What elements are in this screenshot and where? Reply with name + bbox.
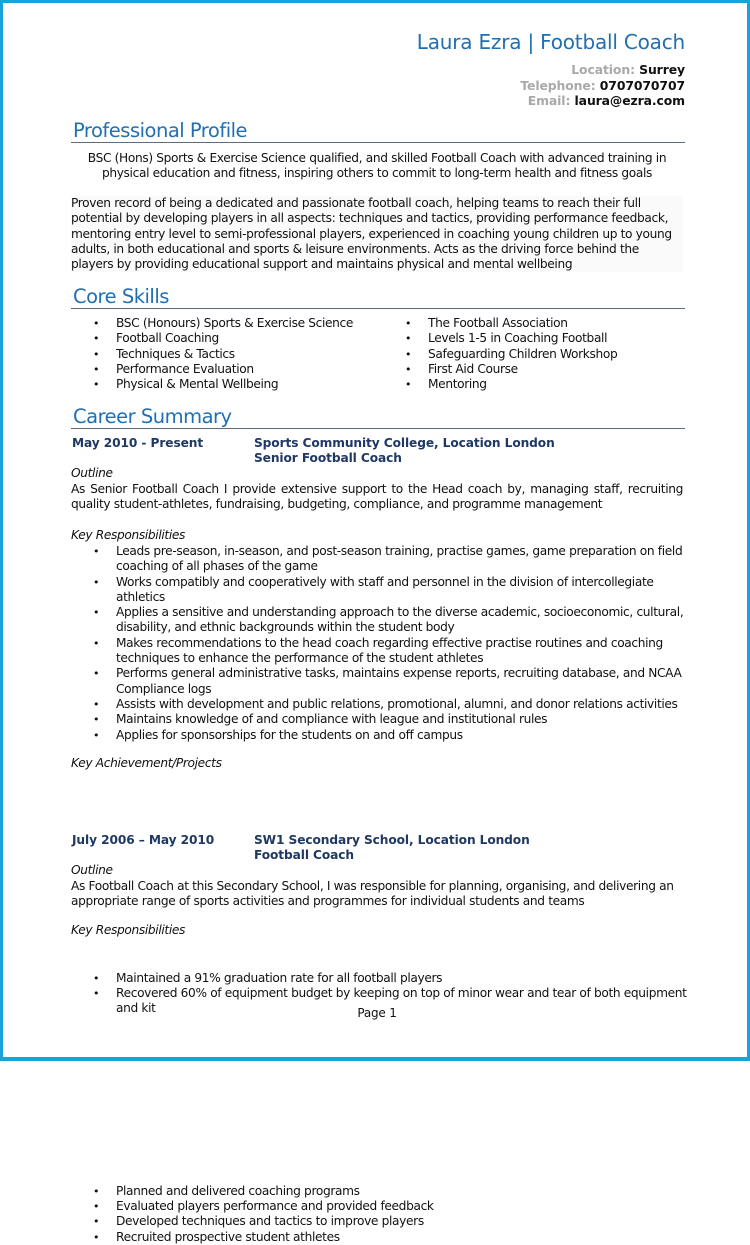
bullet-icon: • [93, 667, 100, 681]
contact-telephone [417, 78, 685, 94]
responsibility-text: Planned and delivered coaching programs [116, 1183, 360, 1198]
responsibility-item [93, 544, 698, 575]
bullet-icon: • [93, 1200, 100, 1214]
section-title-core-skills: Core Skills [71, 285, 685, 309]
job-heading [71, 436, 683, 466]
skill-item [405, 362, 617, 377]
bullet-icon: • [93, 713, 100, 727]
skill-item [93, 316, 353, 331]
responsibilities-label: Key Responsibilities [71, 528, 186, 542]
job-outline: As Football Coach at this Secondary School, I was responsible for planning, organising, and delivering an appropriate range of sports activities and programmes for individual students and teams [71, 879, 674, 909]
bullet-icon: • [93, 362, 100, 376]
bullet-icon: • [93, 1230, 100, 1244]
skill-label: Safeguarding Children Workshop [428, 346, 618, 361]
job-employer: Sports Community College, Location London [254, 436, 555, 450]
skill-item [93, 377, 353, 392]
responsibility-text: Recruited prospective student athletes [116, 1229, 340, 1244]
contact-location [417, 62, 685, 78]
achievement-item [93, 970, 698, 986]
skill-item [93, 331, 353, 346]
profile-paragraph-2: Proven record of being a dedicated and passionate football coach, helping teams to reach their full potential by developing players in all aspects: techniques and tactics, providing performance feedback, mentoring entry level to semi-professional players, experienced in coaching young children up to young adults, in both educational and sports & leisure environments. Acts as the driving force behind the players by providing educational support and maintains physical and mental wellbeing [71, 196, 683, 272]
responsibility-text: Assists with development and public relations, promotional, alumni, and donor relations activities [116, 696, 678, 711]
responsibility-text: Leads pre-season, in-season, and post-season training, practise games, game preparation on field coaching of all phases of the game [116, 544, 683, 574]
job-outline: As Senior Football Coach I provide extensive support to the Head coach by, managing staff, recruiting quality student-athletes, fundraising, budgeting, compliance, and programme management [71, 482, 683, 512]
job-dates: July 2006 – May 2010 [72, 833, 215, 847]
bullet-icon: • [405, 362, 412, 376]
responsibilities-list [93, 544, 698, 743]
achievements-label: Key Achievement/Projects [71, 756, 222, 770]
responsibility-item [93, 1214, 698, 1229]
responsibility-item [93, 696, 698, 712]
responsibility-text: Maintains knowledge of and compliance with league and institutional rules [116, 712, 548, 727]
skill-label: Physical & Mental Wellbeing [116, 377, 279, 392]
job-role: Senior Football Coach [254, 451, 402, 465]
achievement-text: Maintained a 91% graduation rate for all football players [116, 970, 443, 985]
skill-label: Techniques & Tactics [116, 346, 235, 361]
achievement-text: Recovered 60% of equipment budget by keeping on top of minor wear and tear of both equipment and kit [116, 986, 687, 1016]
section-title-career-summary: Career Summary [71, 405, 685, 429]
responsibility-text: Works compatibly and cooperatively with staff and personnel in the division of intercollegiate athletics [116, 574, 654, 604]
bullet-icon: • [93, 317, 100, 330]
section-title-profile: Professional Profile [71, 119, 685, 143]
bullet-icon: • [93, 332, 100, 346]
outline-label: Outline [71, 863, 113, 877]
resume-header [417, 30, 685, 109]
job-role: Football Coach [254, 848, 354, 862]
bullet-icon: • [405, 347, 412, 361]
responsibility-item [93, 1183, 698, 1199]
core-skills-right-column [405, 316, 617, 392]
responsibilities-list [93, 1184, 698, 1245]
bullet-icon: • [93, 606, 100, 620]
bullet-icon: • [93, 636, 100, 650]
skill-label: Football Coaching [116, 331, 219, 346]
skill-label: BSC (Honours) Sports & Exercise Science [116, 316, 354, 330]
skill-item [405, 331, 617, 346]
responsibility-item [93, 1199, 698, 1214]
page-number: Page 1 [357, 1006, 397, 1020]
bullet-icon: • [93, 987, 100, 1001]
outline-label: Outline [71, 466, 113, 480]
responsibility-item [93, 712, 698, 727]
bullet-icon: • [405, 332, 412, 346]
responsibility-text: Applies a sensitive and understanding approach to the diverse academic, socioeconomic, cultural, disability, and ethnic backgrounds within the student body [116, 605, 684, 635]
job-employer: SW1 Secondary School, Location London [254, 833, 530, 847]
skill-label: Performance Evaluation [116, 361, 254, 376]
bullet-icon: • [93, 575, 100, 589]
bullet-icon: • [405, 378, 412, 392]
responsibility-item [93, 635, 698, 667]
skill-label: First Aid Course [428, 361, 518, 376]
responsibilities-label: Key Responsibilities [71, 923, 186, 937]
responsibility-item [93, 605, 698, 636]
responsibility-item [93, 1229, 698, 1245]
responsibility-item [93, 574, 698, 606]
name-title: Laura Ezra | Football Coach [416, 30, 685, 54]
telephone-label: Telephone: [520, 77, 600, 93]
skill-item [405, 347, 617, 362]
skill-item [405, 316, 617, 331]
responsibility-text: Evaluated players performance and provided feedback [116, 1199, 434, 1214]
bullet-icon: • [93, 545, 100, 558]
contact-email [417, 93, 685, 109]
location-label: Location: [571, 62, 640, 77]
resume-content [71, 3, 687, 1244]
responsibility-text: Applies for sponsorships for the students on and off campus [116, 727, 463, 742]
skill-label: The Football Association [428, 316, 568, 330]
bullet-icon: • [93, 347, 100, 361]
email-label: Email: [527, 93, 575, 108]
skill-item [93, 347, 353, 362]
bullet-icon: • [405, 317, 412, 330]
responsibility-item [93, 727, 698, 743]
skill-label: Levels 1-5 in Coaching Football [428, 331, 608, 346]
bullet-icon: • [93, 1184, 100, 1198]
bullet-icon: • [93, 378, 100, 392]
email-value[interactable]: laura@ezra.com [574, 93, 685, 108]
telephone-value: 0707070707 [599, 77, 685, 93]
bullet-icon: • [93, 1215, 100, 1229]
bullet-icon: • [93, 728, 100, 742]
core-skills-left-column [93, 316, 353, 392]
profile-paragraph-1: BSC (Hons) Sports & Exercise Science qualified, and skilled Football Coach with advanced training in physical education and fitness, inspiring others to commit to long-term health and fitness goals [87, 151, 667, 181]
location-value: Surrey [639, 62, 685, 77]
responsibility-text: Developed techniques and tactics to improve players [116, 1214, 424, 1229]
job-heading [71, 833, 683, 863]
skill-item [93, 362, 353, 377]
skill-label: Mentoring [428, 377, 487, 392]
job-dates: May 2010 - Present [72, 436, 204, 450]
responsibility-text: Performs general administrative tasks, maintains expense reports, recruiting database, and NCAA Compliance logs [116, 666, 682, 696]
bullet-icon: • [93, 697, 100, 711]
skill-item [405, 377, 617, 392]
bullet-icon: • [93, 971, 100, 985]
responsibility-item [93, 666, 698, 697]
responsibility-text: Makes recommendations to the head coach regarding effective practise routines and coaching techniques to enhance the performance of the student athletes [116, 635, 663, 666]
